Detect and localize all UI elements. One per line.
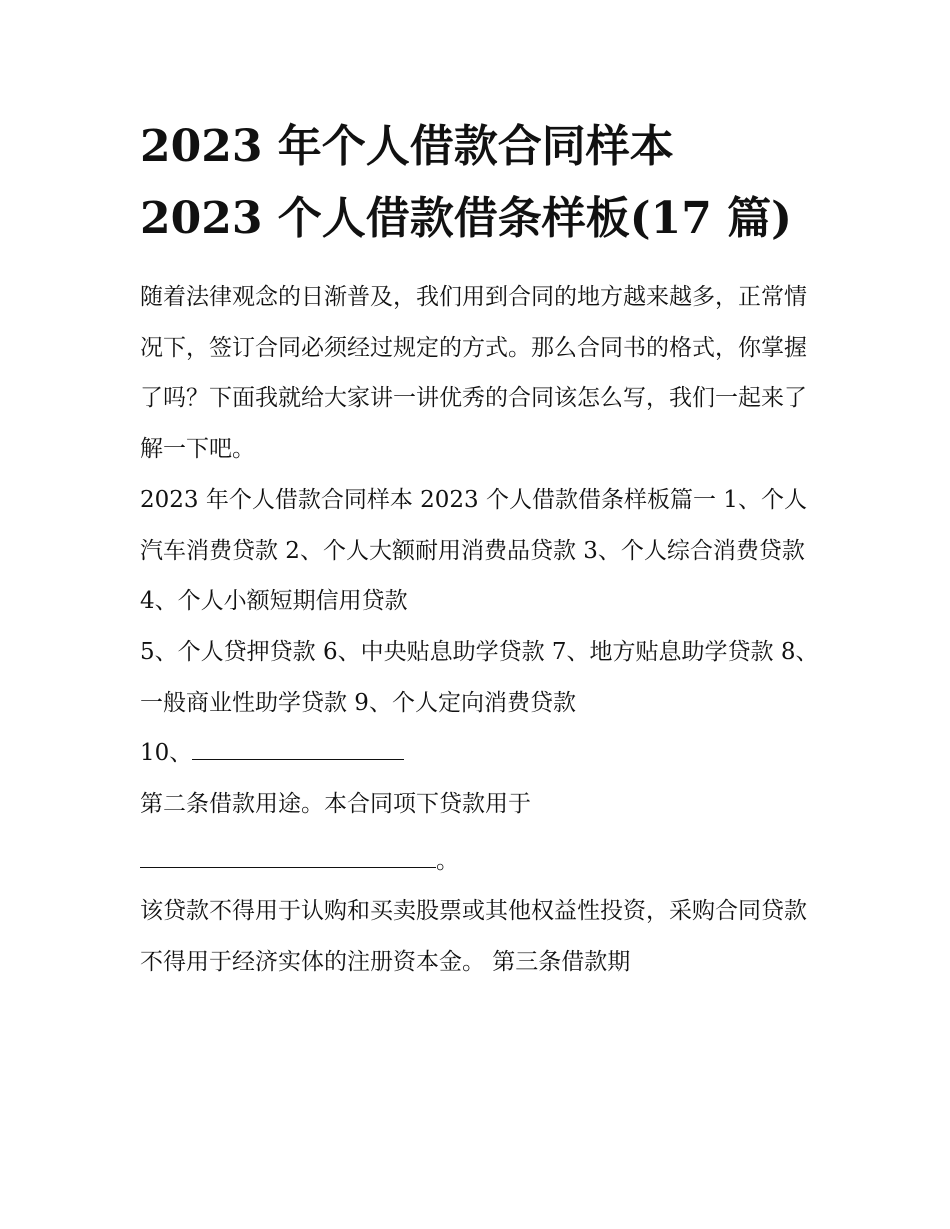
loan-types-paragraph-1: 2023 年个人借款合同样本 2023 个人借款借条样板篇一 1、个人汽车消费贷款 2、个人大额耐用消费品贷款 3、个人综合消费贷款 4、个人小额短期信用贷款 <box>140 486 807 615</box>
intro-paragraph: 随着法律观念的日渐普及，我们用到合同的地方越来越多，正常情况下，签订合同必须经过规定的方式。那么合同书的格式，你掌握了吗？下面我就给大家讲一讲优秀的合同该怎么写，我们一起来了解一下吧。 <box>140 284 807 463</box>
title-line-2: 2023 个人借款借条样板(17 篇) <box>140 193 792 244</box>
blank-line-purpose <box>140 851 436 868</box>
loan-types-paragraph-2: 5、个人贷押贷款 6、中央贴息助学贷款 7、地方贴息助学贷款 8、一般商业性助学贷款 9、个人定向消费贷款 <box>140 638 819 716</box>
loan-restriction-paragraph: 该贷款不得用于认购和买卖股票或其他权益性投资，采购合同贷款不得用于经济实体的注册资本金。 第三条借款期 <box>140 898 807 976</box>
loan-purpose-paragraph: 第二条借款用途。本合同项下贷款用于 <box>140 791 531 818</box>
blank-line-item-10 <box>192 743 404 760</box>
loan-purpose-blank-line <box>140 836 820 887</box>
document-page <box>140 118 820 988</box>
document-title <box>140 118 820 248</box>
item-10-prefix: 10、 <box>140 740 193 767</box>
document-body <box>140 272 820 988</box>
purpose-end-mark: 。 <box>436 847 459 874</box>
title-line-1: 2023 年个人借款合同样本 <box>140 121 674 172</box>
loan-type-item-10 <box>140 728 820 779</box>
